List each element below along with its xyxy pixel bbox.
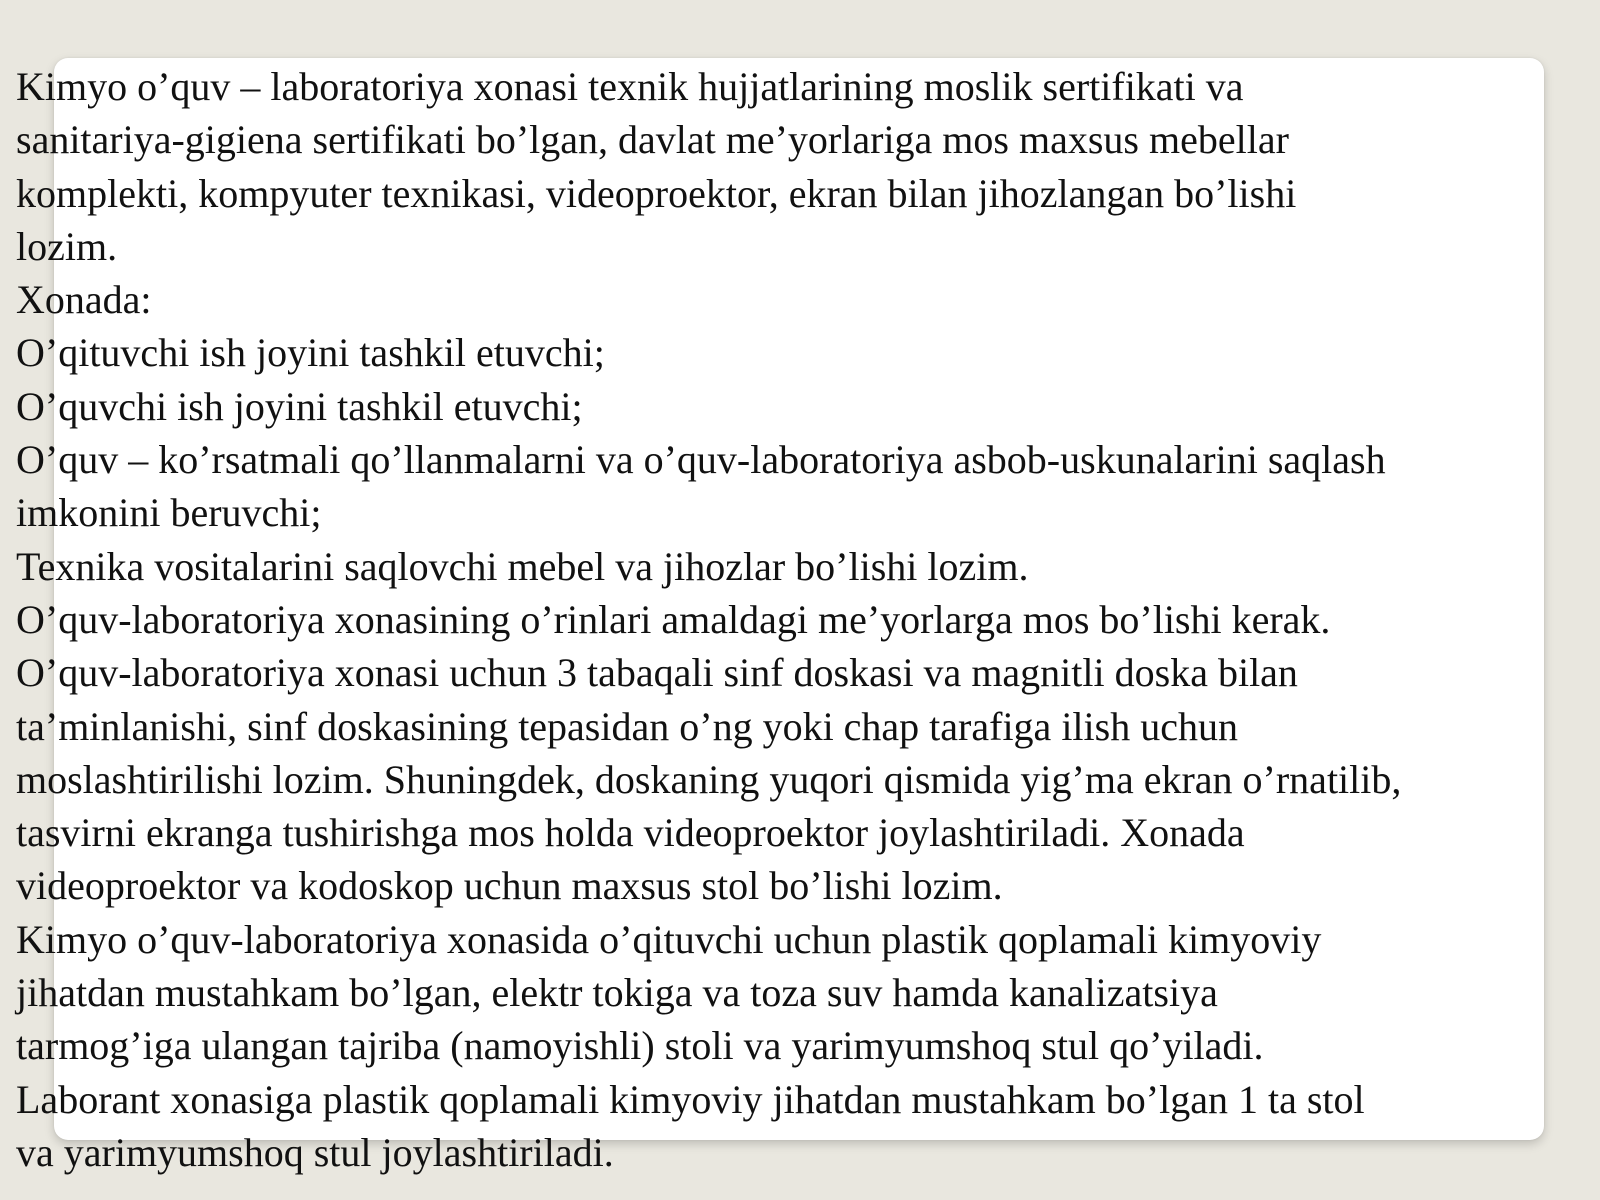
text-line: ta’minlanishi, sinf doskasining tepasidan o’ng yoki chap tarafiga ilish uchun [16, 703, 1238, 749]
list-item: O’quvchi ish joyini tashkil etuvchi; [16, 383, 583, 429]
text-line: va yarimyumshoq stul joylashtiriladi. [16, 1129, 614, 1175]
text-line: Kimyo o’quv-laboratoriya xonasida o’qituvchi uchun plastik qoplamali kimyoviy [16, 916, 1322, 962]
text-line: moslashtirilishi lozim. Shuningdek, doskaning yuqori qismida yig’ma ekran o’rnatilib, [16, 756, 1402, 802]
list-item-continuation: imkonini beruvchi; [16, 490, 322, 536]
text-line: jihatdan mustahkam bo’lgan, elektr tokiga va toza suv hamda kanalizatsiya [16, 970, 1218, 1016]
text-line: sanitariya-gigiena sertifikati bo’lgan, davlat me’yorlariga mos maxsus mebellar [16, 117, 1289, 163]
section-heading: Xonada: [16, 277, 152, 323]
text-line: Laborant xonasiga plastik qoplamali kimyoviy jihatdan mustahkam bo’lgan 1 ta stol [16, 1076, 1365, 1122]
text-line: komplekti, kompyuter texnikasi, videoproektor, ekran bilan jihozlangan bo’lishi [16, 170, 1297, 216]
text-line: tarmog’iga ulangan tajriba (namoyishli) stoli va yarimyumshoq stul qo’yiladi. [16, 1023, 1264, 1069]
text-line: O’quv-laboratoriya xonasining o’rinlari amaldagi me’yorlarga mos bo’lishi kerak. [16, 596, 1331, 642]
slide-text-body [16, 60, 1596, 1179]
list-item: O’qituvchi ish joyini tashkil etuvchi; [16, 330, 605, 376]
list-item: Texnika vositalarini saqlovchi mebel va jihozlar bo’lishi lozim. [16, 543, 1029, 589]
text-line: tasvirni ekranga tushirishga mos holda videoproektor joylashtiriladi. Xonada [16, 810, 1245, 856]
text-line: videoproektor va kodoskop uchun maxsus stol bo’lishi lozim. [16, 863, 1003, 909]
text-line: O’quv-laboratoriya xonasi uchun 3 tabaqali sinf doskasi va magnitli doska bilan [16, 650, 1298, 696]
list-item: O’quv – ko’rsatmali qo’llanmalarni va o’quv-laboratoriya asbob-uskunalarini saqlash [16, 437, 1386, 483]
text-line: lozim. [16, 223, 118, 269]
text-line: Kimyo o’quv – laboratoriya xonasi texnik hujjatlarining moslik sertifikati va [16, 64, 1244, 109]
